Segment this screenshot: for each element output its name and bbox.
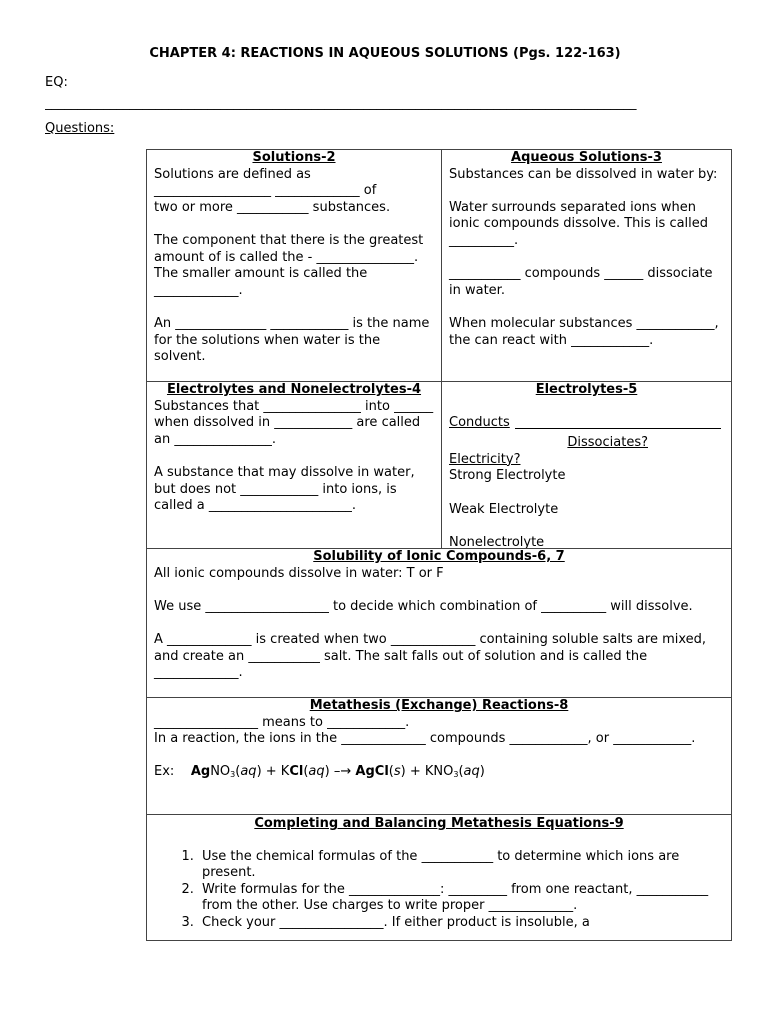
metathesis-text-2: In a reaction, the ions in the _____________ compounds ____________, or ____________. (154, 731, 696, 747)
questions-label: Questions: (45, 121, 115, 136)
solubility-text-3: A _____________ is created when two _____________ containing soluble salts are mixed, and create an ___________ salt. The salt falls out of solution and is called the _____________. (154, 631, 707, 681)
solutions-line-1: Solutions are defined as (154, 166, 311, 182)
weak-electrolyte-label: Weak Electrolyte (449, 501, 559, 517)
electrolytes-cell (442, 382, 731, 548)
solutions-aqueous-text: An ______________ ____________ is the name for the solutions when water is the solvent. (154, 315, 430, 365)
solubility-text-1: All ionic compounds dissolve in water: T or F (154, 565, 444, 581)
solutions-solvent-text: The component that there is the greatest amount of is called the - _______________. The smaller amount is called the _____________. (154, 232, 424, 298)
nonelectrolyte-label: Nonelectrolyte (449, 534, 545, 548)
aqueous-text-2: Water surrounds separated ions when ionic compounds dissolve. This is called __________. (449, 199, 709, 248)
metathesis-cell (147, 698, 731, 814)
eq-label: EQ: (45, 75, 68, 90)
aqueous-text-1: Substances can be dissolved in water by: (449, 166, 718, 182)
conducts-label: Conducts (449, 415, 510, 431)
solutions-line-3: two or more ___________ substances. (154, 199, 391, 215)
electrolytes-heading: Electrolytes-5 (535, 382, 638, 397)
solutions-cell (147, 150, 441, 381)
strong-electrolyte-label: Strong Electrolyte (449, 468, 566, 484)
eq-answer-line: ___________________________________________________________________________________________ (45, 96, 637, 111)
aqueous-cell (442, 150, 731, 381)
solubility-text-2: We use ___________________ to decide which combination of __________ will dissolve. (154, 598, 693, 614)
balancing-steps (154, 849, 724, 932)
balancing-cell (147, 815, 731, 941)
electrolytes-non-text-1: Substances that _______________ into ______ when dissolved in ____________ are called an _______________. (154, 398, 434, 447)
electrolytes-non-cell (147, 382, 441, 548)
notes-table (146, 149, 732, 941)
balancing-step-2: 2. Write formulas for the ______________: _________ from one reactant, ___________ from the other. Use charges to write proper _____________. (198, 882, 724, 915)
solutions-line-2: __________________ _____________ of (154, 183, 377, 199)
dissociates-label: Dissociates? (567, 435, 648, 451)
aqueous-text-3: ___________ compounds ______ dissociate in water. (449, 266, 713, 298)
solutions-heading: Solutions-2 (252, 150, 336, 165)
aqueous-text-4: When molecular substances ____________, the can react with ____________. (449, 315, 719, 348)
example-equation: Ex: AgNO$_3$(aq) + KCl(aq) –→ AgCl(s) + $KNO_3(aq)$ (154, 764, 485, 780)
balancing-heading: Completing and Balancing Metathesis Equations-9 (254, 816, 624, 831)
metathesis-heading: Metathesis (Exchange) Reactions-8 (309, 698, 569, 713)
page-title: CHAPTER 4: REACTIONS IN AQUEOUS SOLUTIONS (Pgs. 122-163) (149, 46, 621, 61)
solubility-heading: Solubility of Ionic Compounds-6, 7 (313, 549, 565, 564)
balancing-step-3: 3. Check your ________________. If either product is insoluble, a (198, 915, 724, 932)
electricity-label: Electricity? (449, 451, 521, 467)
electrolytes-non-heading: Electrolytes and Nonelectrolytes-4 (166, 382, 422, 397)
electrolytes-non-text-2: A substance that may dissolve in water, but does not ____________ into ions, is called a ______________________. (154, 464, 415, 514)
aqueous-heading: Aqueous Solutions-3 (511, 150, 662, 165)
metathesis-text-1: ________________ means to ____________. (154, 714, 410, 730)
solubility-cell (147, 549, 731, 697)
balancing-step-1: 1. Use the chemical formulas of the ___________ to determine which ions are present. (198, 849, 724, 882)
